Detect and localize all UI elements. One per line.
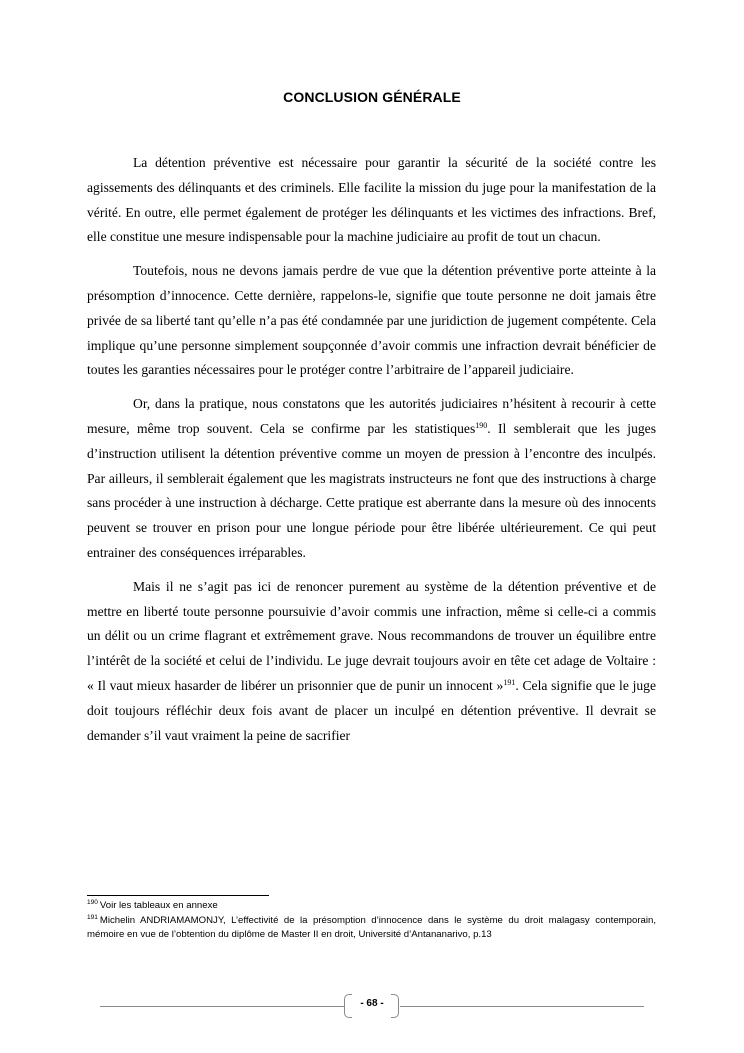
paragraph-3 [87, 392, 656, 566]
paragraph-3-text-end: . Il semblerait que les juges d’instruction utilisent la détention préventive comme un moyen de pression à l’encontre des inculpés. Par ailleurs, il semblerait également que les magistrats instructeurs ne font que des instructions à charge sans procéder à une instruction à décharge. Cette pratique est aberrante dans la mesure où des innocents peuvent se trouver en prison pour une longue période pour être libérée ultérieurement. Ce qui peut entrainer des conséquences irréparables. [87, 420, 656, 560]
footer-rule-right [400, 1006, 644, 1007]
footnotes [87, 899, 656, 943]
paragraph-3-text-start: Or, dans la pratique, nous constatons que les autorités judiciaires n’hésitent à recourir à cette mesure, même trop souvent. Cela se confirme par les statistiques [87, 396, 656, 436]
footnote-191 [87, 914, 656, 943]
footer-bracket-right [391, 994, 399, 1018]
paragraph-1-text: La détention préventive est nécessaire pour garantir la sécurité de la société contre les agissements des délinquants et des criminels. Elle facilite la mission du juge pour la manifestation de la vérité. En outre, elle permet également de protéger les délinquants et les victimes des infractions. Bref, elle constitue une mesure indispensable pour la machine judiciaire au profit de tout un chacun. [87, 155, 656, 245]
footnote-190 [87, 899, 656, 914]
paragraph-4-text-end: . Cela signifie que le juge doit toujours réfléchir deux fois avant de placer un inculpé en détention préventive. Il devrait se demander s’il vaut vraiment la peine de sacrifier [87, 677, 657, 743]
footnote-text: Voir les tableaux en annexe [99, 900, 218, 911]
footnote-number: 190 [87, 899, 98, 906]
footnote-separator [87, 895, 269, 896]
paragraph-2 [87, 259, 656, 383]
footnote-number: 191 [87, 913, 98, 921]
page-footer [100, 990, 644, 1020]
page-number: - 68 - [360, 998, 384, 1009]
footnote-text: Michelin ANDRIAMAMONJY, L’effectivité de la présomption d’innocence dans le système du droit malagasy contemporain, mémoire en vue de l’obtention du diplôme de Master II en droit, Université d’Antananarivo, p.13 [87, 914, 656, 940]
paragraph-1 [87, 151, 656, 250]
page-title: CONCLUSION GÉNÉRALE [283, 89, 461, 105]
paragraph-4 [87, 575, 656, 749]
footer-rule-left [100, 1006, 344, 1007]
footnote-ref-191[interactable]: 191 [503, 677, 516, 687]
body-text [87, 151, 656, 757]
paragraph-2-text: Toutefois, nous ne devons jamais perdre de vue que la détention préventive porte atteinte à la présomption d’innocence. Cette dernière, rappelons-le, signifie que toute personne ne doit jamais être privée de sa liberté tant qu’elle n’a pas été condamnée par une juridiction de jugement compétente. Cela implique qu’une personne simplement soupçonnée d’avoir commis une infraction devrait bénéficier de toutes les garanties nécessaires pour le protéger contre l’arbitraire de l’appareil judiciaire. [87, 263, 656, 378]
footnote-ref-190[interactable]: 190 [475, 420, 488, 430]
paragraph-4-text-start: Mais il ne s’agit pas ici de renoncer purement au système de la détention préventive et de mettre en liberté toute personne poursuivie d’avoir commis une infraction, même si celle-ci a commis un délit ou un crime flagrant et extrêmement grave. Nous recommandons de trouver un équilibre entre l’intérêt de la société et celui de l’individu. Le juge devrait toujours avoir en tête cet adage de Voltaire : « Il vaut mieux hasarder de libérer un prisonnier que de punir un innocent » [87, 578, 656, 693]
